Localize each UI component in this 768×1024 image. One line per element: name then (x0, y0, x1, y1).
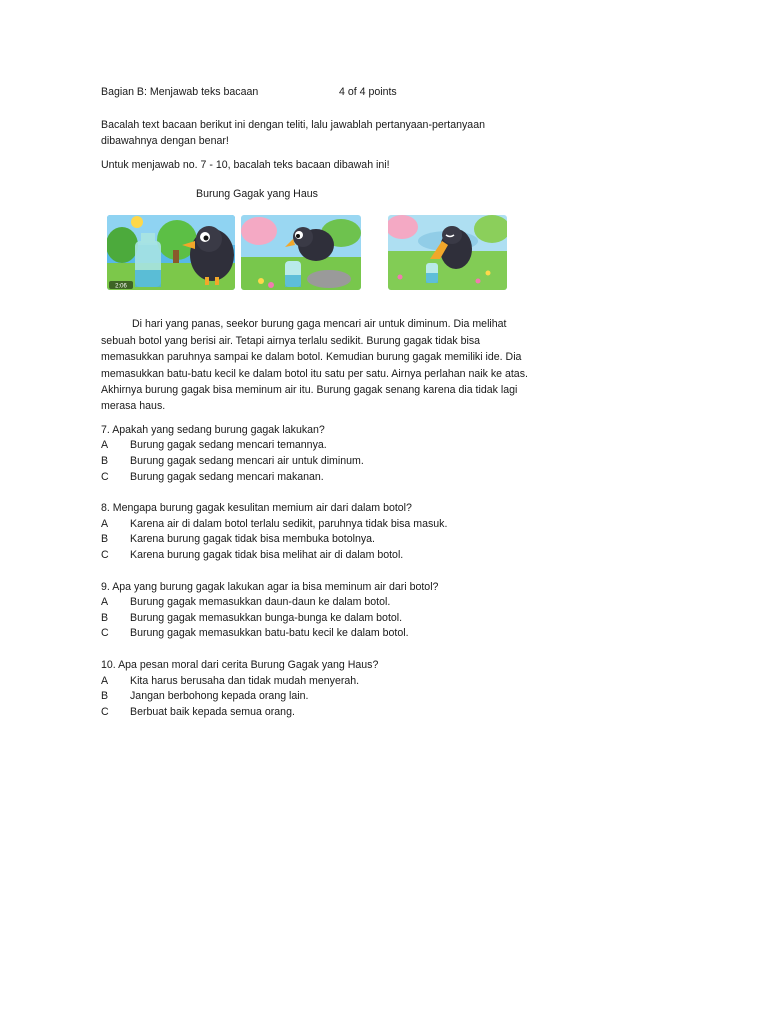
story-illustrations (101, 215, 551, 295)
question-7 (101, 423, 551, 485)
option-a (101, 674, 551, 690)
question-text: 10. Apa pesan moral dari cerita Burung Gagak yang Haus? (101, 658, 379, 671)
question-text: 7. Apakah yang sedang burung gagak lakukan? (101, 423, 325, 436)
question-8 (101, 501, 551, 563)
question-text: 9. Apa yang burung gagak lakukan agar ia bisa meminum air dari botol? (101, 580, 439, 593)
option-b (101, 532, 551, 548)
option-text: Burung gagak sedang mencari air untuk diminum. (130, 455, 364, 467)
option-text: Berbuat baik kepada semua orang. (130, 705, 295, 718)
option-text: Karena air di dalam botol terlalu sedikit, paruhnya tidak bisa masuk. (130, 517, 448, 530)
option-a (101, 438, 551, 454)
option-text: Karena burung gagak tidak bisa membuka botolnya. (130, 533, 375, 546)
points-score: 4 of 4 points (339, 86, 397, 98)
section-header (101, 85, 551, 101)
option-text: Burung gagak memasukkan batu-batu kecil ke dalam botol. (130, 627, 409, 640)
option-c (101, 470, 551, 486)
video-duration-badge: 2:06 (115, 283, 127, 290)
option-letter: C (101, 627, 109, 640)
option-text: Kita harus berusaha dan tidak mudah menyerah. (130, 674, 360, 687)
option-b (101, 611, 551, 627)
option-letter: C (101, 470, 109, 483)
option-c (101, 705, 551, 721)
option-c (101, 548, 551, 564)
illustration-crow-drinking (388, 215, 507, 290)
option-text: Burung gagak sedang mencari temannya. (130, 439, 327, 452)
option-text: Karena burung gagak tidak bisa melihat air di dalam botol. (130, 548, 404, 561)
option-a (101, 595, 551, 611)
option-text: Burung gagak memasukkan daun-daun ke dalam botol. (130, 596, 391, 609)
question-list (101, 423, 551, 721)
option-text: Jangan berbohong kepada orang lain. (130, 690, 309, 703)
story-passage: Di hari yang panas, seekor burung gaga mencari air untuk diminum. Dia melihat sebuah botol yang berisi air. Tetapi airnya terlalu sedikit. Burung gagak tidak bisa memasukkan paruhnya sampai ke dalam botol. Kemudian burung gagak memiliki ide. Dia memasukkan batu-batu kecil ke dalam botol itu satu per satu. Airnya perlahan naik ke atas. Akhirnya burung gagak bisa meminum air itu. Burung gagak senang karena dia tidak lagi merasa haus. (101, 318, 528, 413)
instruction-text: Untuk menjawab no. 7 - 10, bacalah teks bacaan dibawah ini! (101, 159, 390, 172)
question-text: 8. Mengapa burung gagak kesulitan memium air dari dalam botol? (101, 502, 412, 515)
question-9 (101, 580, 551, 642)
option-letter: C (101, 705, 109, 718)
option-text: Burung gagak memasukkan bunga-bunga ke dalam botol. (130, 611, 403, 624)
option-letter: A (101, 517, 109, 530)
section-title: Bagian B: Menjawab teks bacaan (101, 86, 259, 98)
intro-text: Bacalah text bacaan berikut ini dengan teliti, lalu jawablah pertanyaan-pertanyaan dibawahnya dengan benar! (101, 119, 485, 147)
option-text: Burung gagak sedang mencari makanan. (130, 470, 324, 483)
option-letter: B (101, 611, 109, 624)
option-c (101, 626, 551, 642)
option-b (101, 689, 551, 705)
option-letter: B (101, 533, 109, 546)
option-letter: B (101, 690, 109, 703)
option-letter: C (101, 548, 109, 561)
illustration-crow-bottle (107, 215, 235, 290)
option-letter: B (101, 455, 109, 467)
option-letter: A (101, 596, 109, 609)
illustration-crow-stones (241, 215, 361, 290)
option-a (101, 517, 551, 533)
option-b (101, 454, 551, 470)
option-letter: A (101, 439, 109, 452)
option-letter: A (101, 674, 109, 687)
document-page (101, 85, 551, 720)
story-title: Burung Gagak yang Haus (196, 187, 318, 200)
question-10 (101, 658, 551, 720)
